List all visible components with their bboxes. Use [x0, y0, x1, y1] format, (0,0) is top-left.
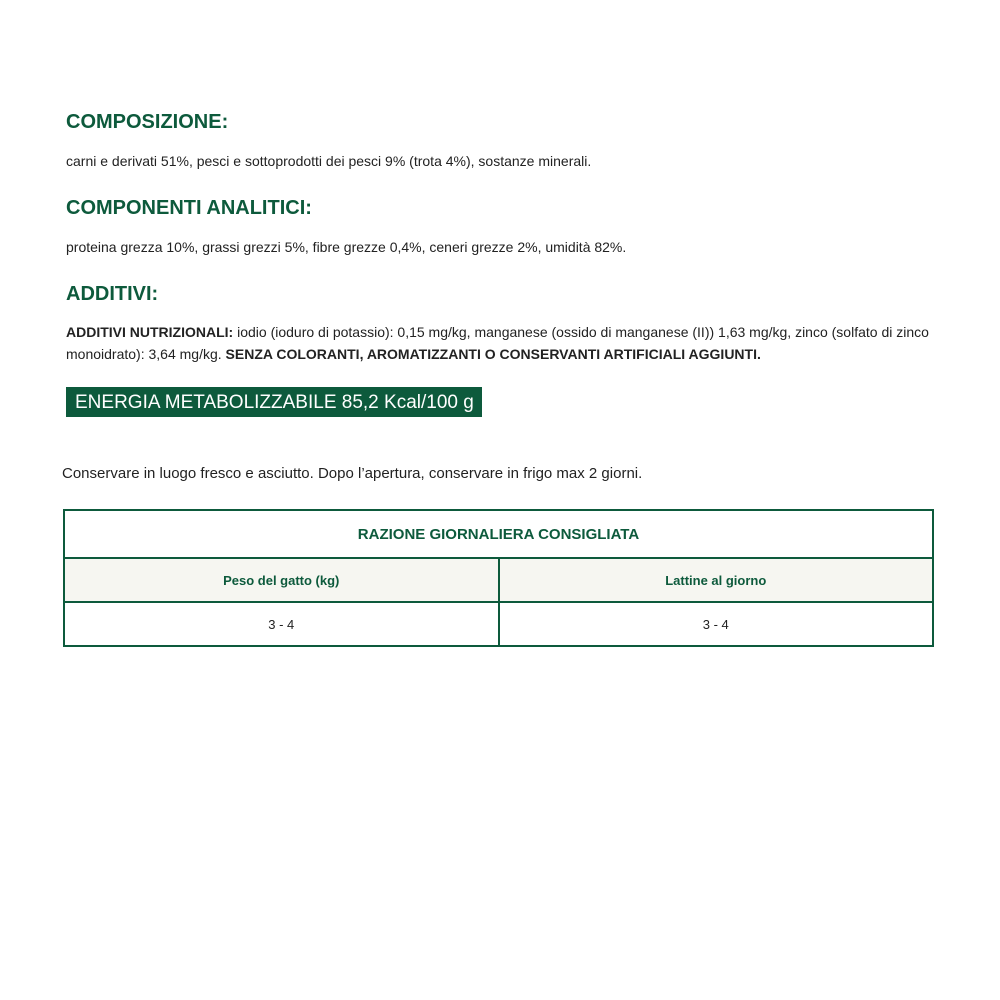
componenti-analitici-text: proteina grezza 10%, grassi grezzi 5%, fibre grezze 0,4%, ceneri grezze 2%, umidità 82%.: [66, 239, 627, 255]
additivi-nutrizionali-label: ADDITIVI NUTRIZIONALI:: [66, 324, 234, 340]
additivi-heading: ADDITIVI:: [66, 283, 159, 305]
energy-banner: ENERGIA METABOLIZZABILE 85,2 Kcal/100 g: [66, 387, 482, 417]
column-header-cat-weight: Peso del gatto (kg): [64, 558, 499, 602]
daily-ration-table: [63, 509, 934, 647]
cell-cat-weight: 3 - 4: [64, 602, 499, 646]
table-row: [64, 602, 933, 646]
composizione-heading: COMPOSIZIONE:: [66, 111, 229, 133]
componenti-analitici-heading: COMPONENTI ANALITICI:: [66, 197, 312, 219]
cell-cans-per-day: 3 - 4: [499, 602, 934, 646]
ration-table-title: RAZIONE GIORNALIERA CONSIGLIATA: [64, 510, 933, 558]
composizione-text: carni e derivati 51%, pesci e sottoprodotti dei pesci 9% (trota 4%), sostanze minerali.: [66, 153, 592, 169]
storage-note: Conservare in luogo fresco e asciutto. Dopo l’apertura, conservare in frigo max 2 giorni.: [62, 465, 643, 482]
column-header-cans-per-day: Lattine al giorno: [499, 558, 934, 602]
additivi-paragraph: [66, 321, 976, 365]
additivi-nutrizionali-text: iodio (ioduro di potassio): 0,15 mg/kg, manganese (ossido di manganese (II)) 1,63 mg/kg, zinco (solfato di zinco monoidrato): 3,64 mg/kg.: [66, 324, 929, 362]
additivi-no-artificial-note: SENZA COLORANTI, AROMATIZZANTI O CONSERVANTI ARTIFICIALI AGGIUNTI.: [225, 346, 761, 362]
